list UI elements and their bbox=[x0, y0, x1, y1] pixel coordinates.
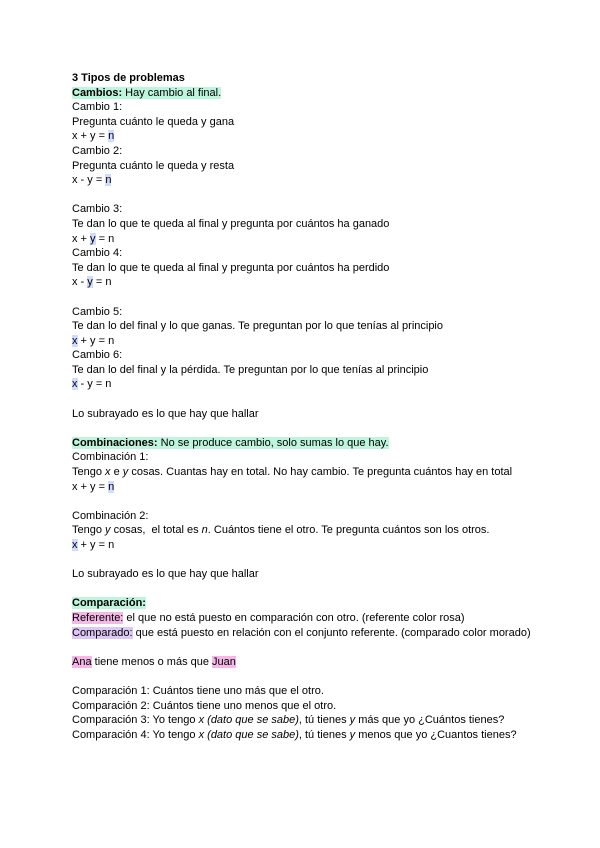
cambio-5-label: Cambio 5: bbox=[72, 305, 123, 318]
cambio-4-formula bbox=[72, 275, 532, 290]
cambio-6-text: Te dan lo del final y la pérdida. Te preguntan por lo que tenías al principio bbox=[72, 363, 429, 376]
text-part: cosas, el total es bbox=[110, 524, 202, 537]
cambio-4-text: Te dan lo que te queda al final y pregunta por cuántos ha perdido bbox=[72, 261, 390, 274]
combinacion-1-label: Combinación 1: bbox=[72, 451, 149, 464]
combinaciones-heading: Combinaciones: bbox=[72, 436, 158, 449]
formula-part: + y = n bbox=[77, 334, 115, 347]
formula-part: = n bbox=[92, 276, 112, 289]
cambio-1-label: Cambio 1: bbox=[72, 101, 123, 114]
variable-y: y bbox=[122, 466, 129, 479]
text-part: , tú tienes bbox=[298, 714, 350, 727]
combinacion-1-text bbox=[72, 465, 532, 480]
italic-part: x (dato que se sabe) bbox=[198, 728, 299, 741]
referente-line bbox=[72, 611, 532, 626]
variable-y: y bbox=[105, 524, 111, 537]
comparado-label: Comparado: bbox=[72, 626, 133, 639]
cambio-1-text: Pregunta cuánto le queda y gana bbox=[72, 115, 235, 128]
formula-part: x - y = bbox=[72, 174, 106, 187]
cambio-2-formula bbox=[72, 173, 532, 188]
unknown-highlight: n bbox=[108, 480, 115, 493]
text-part: e bbox=[110, 466, 123, 479]
variable-y: y bbox=[349, 728, 356, 741]
combinacion-2-text bbox=[72, 523, 532, 538]
unknown-highlight: x bbox=[72, 378, 78, 391]
unknown-highlight: y bbox=[87, 276, 93, 289]
cambio-6-formula bbox=[72, 377, 532, 392]
formula-part: - y = n bbox=[77, 378, 112, 391]
text-part: más que yo ¿Cuántos tienes? bbox=[355, 714, 505, 727]
example-comparado: Juan bbox=[212, 655, 236, 668]
comparacion-example bbox=[72, 655, 532, 670]
text-part: cosas. Cuantas hay en total. No hay cambio. Te pregunta cuántos hay en total bbox=[128, 466, 513, 479]
section-title: 3 Tipos de problemas bbox=[72, 72, 185, 84]
cambio-5-text: Te dan lo del final y lo que ganas. Te preguntan por lo que tenías al principio bbox=[72, 320, 443, 333]
referente-label: Referente: bbox=[72, 611, 124, 624]
formula-part: x - bbox=[72, 276, 88, 289]
referente-text: el que no está puesto en comparación con otro. (referente color rosa) bbox=[123, 611, 465, 624]
cambio-3-label: Cambio 3: bbox=[72, 203, 123, 216]
cambios-note: Lo subrayado es lo que hay que hallar bbox=[72, 407, 259, 420]
unknown-highlight: n bbox=[108, 130, 115, 143]
cambio-3-text: Te dan lo que te queda al final y pregunta por cuántos ha ganado bbox=[72, 217, 390, 230]
comparado-line bbox=[72, 626, 532, 641]
formula-part: x + y = bbox=[72, 480, 109, 493]
text-part: menos que yo ¿Cuantos tienes? bbox=[355, 728, 517, 741]
variable-y: y bbox=[349, 714, 356, 727]
cambios-heading-line bbox=[72, 86, 532, 101]
text-part: Tengo bbox=[72, 524, 106, 537]
unknown-highlight: x bbox=[72, 539, 78, 551]
text-part: . Cuántos tiene el otro. Te pregunta cuántos son los otros. bbox=[207, 524, 490, 537]
cambio-4-label: Cambio 4: bbox=[72, 247, 123, 260]
combinaciones-note: Lo subrayado es lo que hay que hallar bbox=[72, 568, 259, 581]
cambio-5-formula bbox=[72, 334, 532, 349]
formula-part: = n bbox=[95, 232, 115, 245]
text-part: , tú tienes bbox=[298, 728, 350, 741]
cambios-heading: Cambios: bbox=[72, 86, 123, 99]
cambio-6-label: Cambio 6: bbox=[72, 349, 123, 362]
variable-x: x bbox=[105, 466, 111, 479]
text-part: Tengo bbox=[72, 466, 106, 479]
combinacion-2-label: Combinación 2: bbox=[72, 509, 149, 522]
formula-part: x + bbox=[72, 232, 91, 245]
comparacion-3 bbox=[72, 713, 532, 728]
variable-n: n bbox=[201, 524, 208, 537]
comparacion-heading-line bbox=[72, 596, 532, 611]
unknown-highlight: x bbox=[72, 334, 78, 347]
combinaciones-heading-line bbox=[72, 436, 532, 451]
comparacion-heading: Comparación: bbox=[72, 597, 146, 610]
cambio-3-formula bbox=[72, 232, 532, 247]
example-text: tiene menos o más que bbox=[91, 655, 213, 668]
cambios-heading-desc: Hay cambio al final. bbox=[122, 86, 222, 99]
combinaciones-heading-highlight bbox=[72, 437, 389, 449]
italic-part: x (dato que se sabe) bbox=[198, 714, 299, 727]
comparacion-1: Comparación 1: Cuántos tiene uno más que el otro. bbox=[72, 684, 324, 697]
comparacion-4 bbox=[72, 728, 532, 743]
document-content bbox=[72, 71, 532, 742]
combinaciones-heading-desc: No se produce cambio, solo sumas lo que hay. bbox=[157, 436, 389, 449]
combinacion-1-formula bbox=[72, 480, 532, 495]
comparacion-2: Comparación 2: Cuántos tiene uno menos que el otro. bbox=[72, 699, 337, 712]
cambio-2-label: Cambio 2: bbox=[72, 144, 123, 157]
cambio-2-text: Pregunta cuánto le queda y resta bbox=[72, 159, 235, 172]
unknown-highlight: y bbox=[90, 232, 96, 245]
example-referente: Ana bbox=[72, 655, 92, 668]
text-part: Comparación 4: Yo tengo bbox=[72, 728, 199, 741]
cambio-1-formula bbox=[72, 129, 532, 144]
formula-part: x + y = bbox=[72, 130, 109, 143]
comparado-text: que está puesto en relación con el conjunto referente. (comparado color morado) bbox=[132, 626, 531, 639]
combinacion-2-formula bbox=[72, 538, 532, 553]
formula-part: + y = n bbox=[77, 539, 115, 551]
text-part: Comparación 3: Yo tengo bbox=[72, 714, 199, 727]
cambios-heading-highlight bbox=[72, 87, 221, 99]
unknown-highlight: n bbox=[105, 174, 112, 187]
